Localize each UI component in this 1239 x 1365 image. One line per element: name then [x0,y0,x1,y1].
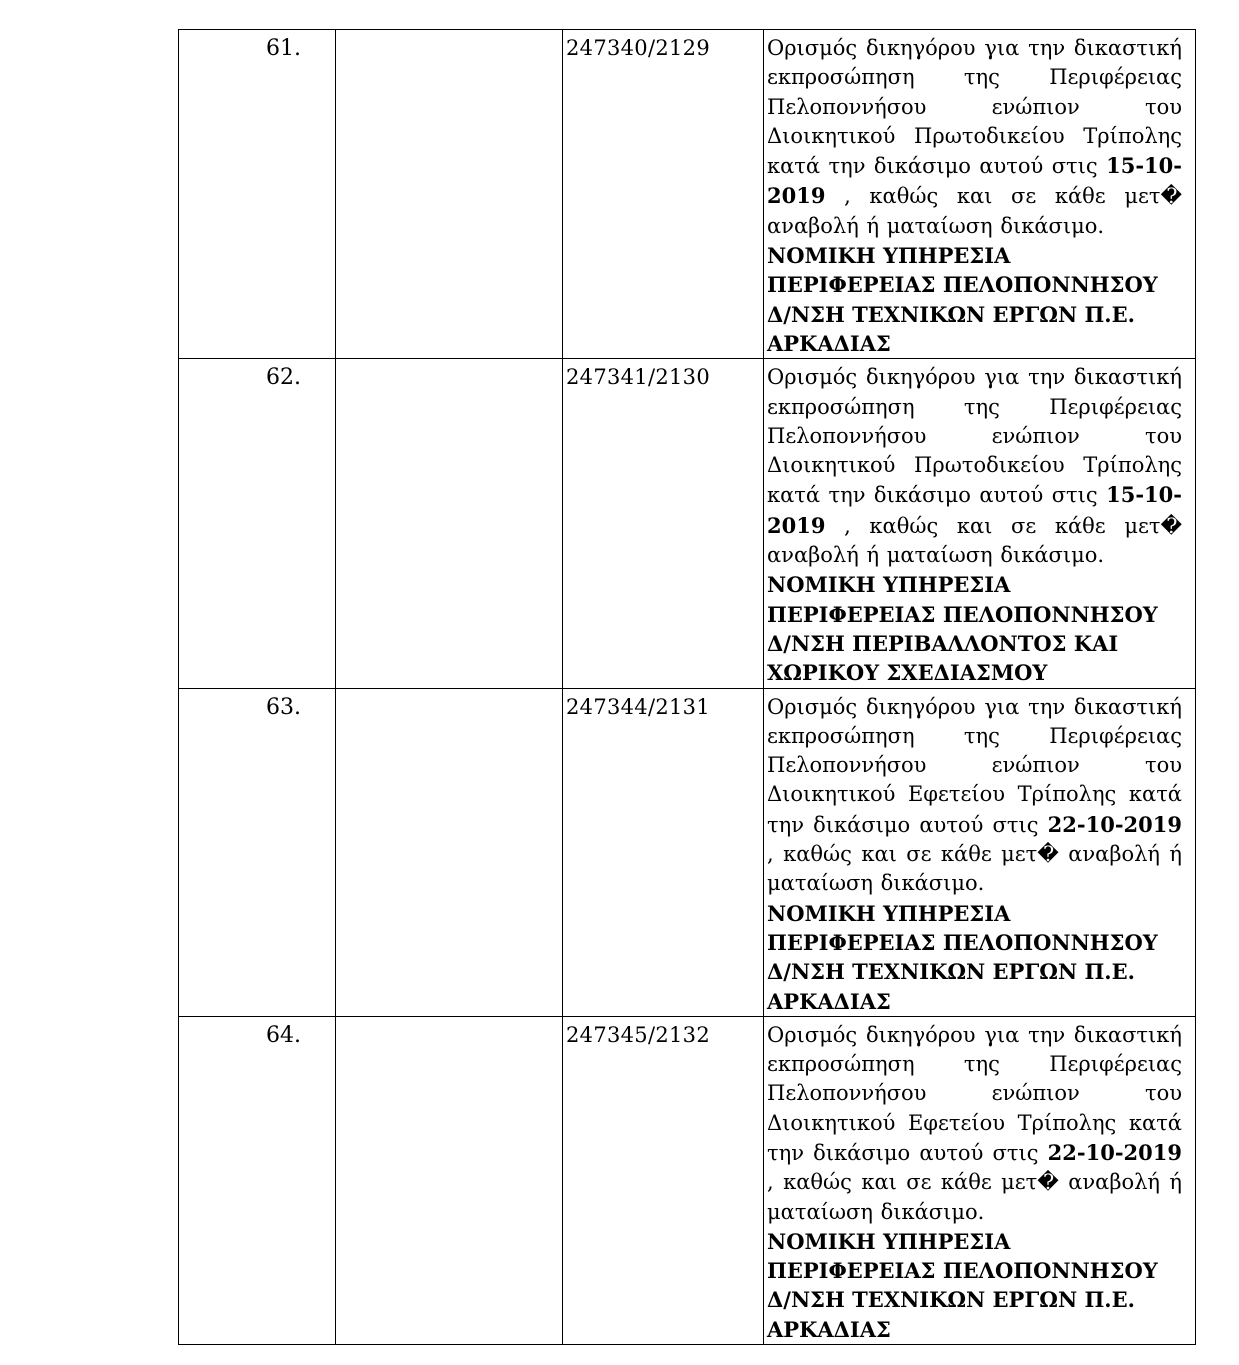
description-cell [764,359,1196,688]
row-number: 63. [179,688,336,1016]
description-lead: Ορισμός δικηγόρου για την δικαστική εκπροσώπηση της Περιφέρειας Πελοποννήσου ενώπιον του Διοικητικού Πρωτοδικείου Τρίπολης κατά την δικάσιμο αυτού στις [767,36,1182,179]
legal-service: ΝΟΜΙΚΗ ΥΠΗΡΕΣΙΑ ΠΕΡΙΦΕΡΕΙΑΣ ΠΕΛΟΠΟΝΝΗΣΟΥ [767,900,1158,955]
table-row [179,359,1196,688]
row-number: 62. [179,359,336,688]
hearing-date: 15-10-2019 [767,482,1182,538]
description-tail: , καθώς και σε κάθε μετ� αναβολή ή ματαίωση δικάσιμο. [767,513,1182,568]
department: Δ/ΝΣΗ ΤΕΧΝΙΚΩΝ ΕΡΓΩΝ Π.Ε. ΑΡΚΑΔΙΑΣ [767,959,1135,1014]
description-tail: , καθώς και σε κάθε μετ� αναβολή ή ματαίωση δικάσιμο. [767,1170,1182,1224]
empty-cell [336,688,563,1016]
decisions-table [178,29,1196,1345]
description-lead: Ορισμός δικηγόρου για την δικαστική εκπροσώπηση της Περιφέρειας Πελοποννήσου ενώπιον του Διοικητικού Εφετείου Τρίπολης κατά την δικάσιμο αυτού στις [767,694,1182,837]
department: Δ/ΝΣΗ ΤΕΧΝΙΚΩΝ ΕΡΓΩΝ Π.Ε. ΑΡΚΑΔΙΑΣ [767,1287,1135,1342]
description-tail: , καθώς και σε κάθε μετ� αναβολή ή ματαίωση δικάσιμο. [767,842,1182,896]
hearing-date: 22-10-2019 [1047,1139,1182,1165]
legal-service: ΝΟΜΙΚΗ ΥΠΗΡΕΣΙΑ ΠΕΡΙΦΕΡΕΙΑΣ ΠΕΛΟΠΟΝΝΗΣΟΥ [767,572,1158,627]
protocol-number: 247344/2131 [563,688,764,1016]
empty-cell [336,1016,563,1344]
description-cell [764,1016,1196,1344]
description-text [767,693,1182,899]
empty-cell [336,359,563,688]
empty-cell [336,30,563,359]
protocol-number: 247341/2130 [563,359,764,688]
table-row [179,1016,1196,1344]
table-row [179,30,1196,359]
description-text [767,363,1182,570]
protocol-number: 247345/2132 [563,1016,764,1344]
row-number: 64. [179,1016,336,1344]
description-lead: Ορισμός δικηγόρου για την δικαστική εκπροσώπηση της Περιφέρειας Πελοποννήσου ενώπιον του Διοικητικού Εφετείου Τρίπολης κατά την δικάσιμο αυτού στις [767,1022,1182,1165]
department: Δ/ΝΣΗ ΤΕΧΝΙΚΩΝ ΕΡΓΩΝ Π.Ε. ΑΡΚΑΔΙΑΣ [767,301,1135,356]
protocol-number: 247340/2129 [563,30,764,359]
hearing-date: 15-10-2019 [767,153,1182,209]
description-text [767,1021,1182,1227]
department: Δ/ΝΣΗ ΠΕΡΙΒΑΛΛΟΝΤΟΣ ΚΑΙ ΧΩΡΙΚΟΥ ΣΧΕΔΙΑΣΜΟΥ [767,630,1119,686]
hearing-date: 22-10-2019 [1047,811,1182,837]
description-cell [764,30,1196,359]
description-cell [764,688,1196,1016]
description-lead: Ορισμός δικηγόρου για την δικαστική εκπροσώπηση της Περιφέρειας Πελοποννήσου ενώπιον του Διοικητικού Πρωτοδικείου Τρίπολης κατά την δικάσιμο αυτού στις [767,365,1182,508]
description-text [767,34,1182,241]
row-number: 61. [179,30,336,359]
legal-service: ΝΟΜΙΚΗ ΥΠΗΡΕΣΙΑ ΠΕΡΙΦΕΡΕΙΑΣ ΠΕΛΟΠΟΝΝΗΣΟΥ [767,1228,1158,1284]
description-tail: , καθώς και σε κάθε μετ� αναβολή ή ματαίωση δικάσιμο. [767,184,1182,238]
table-row [179,688,1196,1016]
legal-service: ΝΟΜΙΚΗ ΥΠΗΡΕΣΙΑ ΠΕΡΙΦΕΡΕΙΑΣ ΠΕΛΟΠΟΝΝΗΣΟΥ [767,243,1158,298]
